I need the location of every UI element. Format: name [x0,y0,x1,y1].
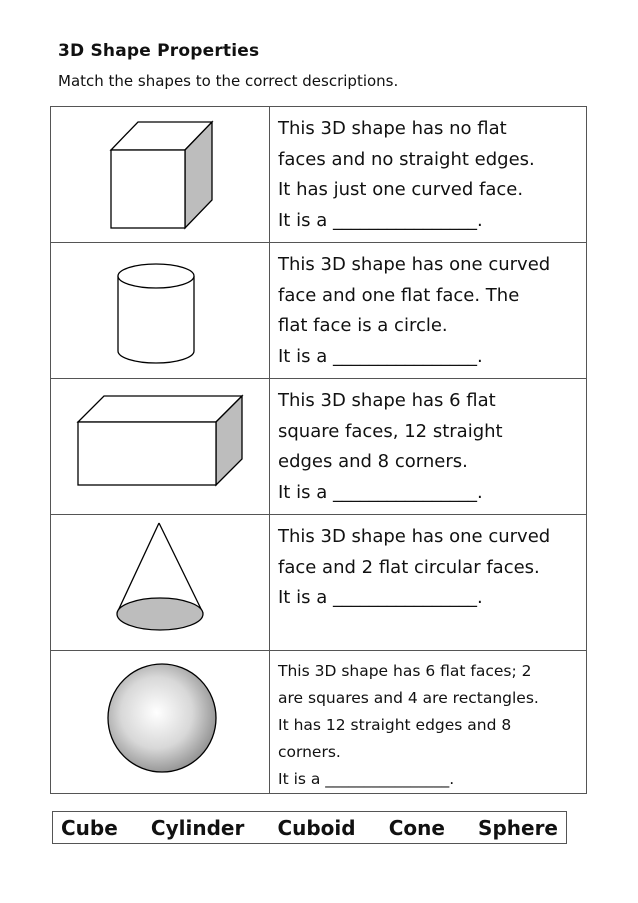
cube-illustration [51,107,269,242]
word-bank [52,811,567,844]
description-line: are squares and 4 are rectangles. [278,689,539,707]
cylinder-illustration [51,243,269,378]
cone-illustration [51,515,269,650]
shape-cell [51,107,270,243]
word-bank-item[interactable]: Cone [388,815,445,840]
shape-cell [51,651,270,794]
description-cell [270,651,587,794]
answer-blank[interactable]: It is a ________________. [278,345,483,367]
matching-table [50,106,587,794]
shape-cell [51,379,270,515]
description-line: It has just one curved face. [278,179,524,200]
description-line: It has 12 straight edges and 8 [278,716,512,734]
cuboid-illustration [51,379,269,514]
description-line: edges and 8 corners. [278,451,468,472]
table-row [51,243,587,379]
word-bank-item[interactable]: Cube [61,815,118,840]
description-cell [270,515,587,651]
word-bank-item[interactable]: Cylinder [150,815,245,840]
description-line: This 3D shape has 6 flat [278,390,496,411]
answer-blank[interactable]: It is a ________________. [278,209,483,231]
sphere-illustration [51,651,269,787]
description-line: face and one flat face. The [278,284,520,306]
table-row [51,515,587,651]
description-cell [270,379,587,515]
answer-blank[interactable]: It is a ________________. [278,481,483,503]
description-cell [270,243,587,379]
word-bank-item[interactable]: Cuboid [277,815,356,840]
description-line: This 3D shape has no flat [278,118,507,139]
description-cell [270,107,587,243]
description-line: This 3D shape has one curved [278,526,551,547]
description-line: corners. [278,743,341,761]
answer-blank[interactable]: It is a ________________. [278,770,455,788]
description-line: faces and no straight edges. [278,148,535,170]
worksheet-title: 3D Shape Properties [58,41,260,61]
answer-blank[interactable]: It is a ________________. [278,587,483,608]
table-row [51,651,587,794]
table-row [51,379,587,515]
description-line: This 3D shape has 6 flat faces; 2 [278,662,532,680]
word-bank-item[interactable]: Sphere [478,815,558,840]
description-line: square faces, 12 straight [278,420,503,442]
table-row [51,107,587,243]
description-line: This 3D shape has one curved [278,254,551,275]
description-line: face and 2 flat circular faces. [278,556,540,578]
shape-cell [51,515,270,651]
description-line: flat face is a circle. [278,315,448,336]
worksheet-instruction: Match the shapes to the correct descriptions. [58,72,399,90]
shape-cell [51,243,270,379]
